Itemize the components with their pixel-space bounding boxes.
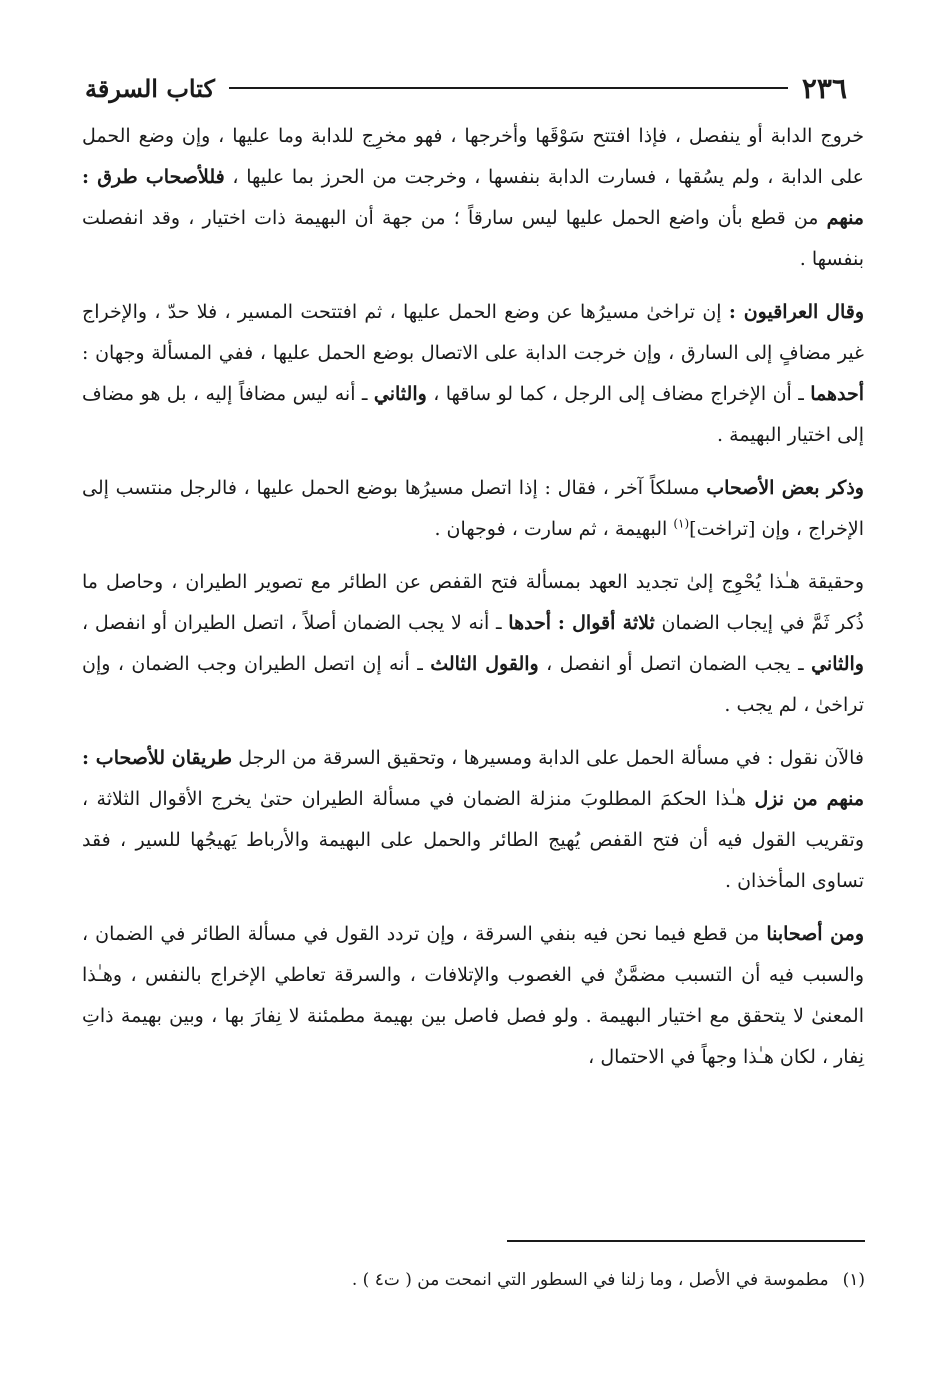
- paragraph: [82, 562, 864, 726]
- text-run: ـ أنه ليس مضافاً إليه ، بل هو مضاف إلى اختيار البهيمة .: [82, 383, 864, 446]
- bold-term: فللأصحاب طرق :: [82, 166, 225, 188]
- page-number: ٢٣٦: [801, 71, 847, 105]
- bold-term: والثاني: [373, 383, 427, 405]
- bold-term: أحدهما: [810, 383, 864, 405]
- footnote-separator: [507, 1240, 865, 1242]
- bold-term: منهم من نزل: [754, 788, 864, 810]
- footnote-number: (١): [842, 1270, 865, 1290]
- text-run: هـٰذا الحكمَ المطلوبَ منزلة الضمان في مسألة الطيران حتىٰ يخرج الأقوال الثلاثة ، وتقريب القول فيه أن فتح القفص يُهيج الطائر والحمل على البهيمة والأرباط يَهيجُها للسير ، فقد تساوى المأخذان .: [82, 788, 865, 892]
- paragraph: [82, 468, 864, 550]
- text-run: ـ أن الإخراج مضاف إلى الرجل ، كما لو ساقها ،: [426, 383, 811, 405]
- paragraph: [82, 914, 864, 1078]
- paragraph: [82, 738, 864, 902]
- paragraph: [82, 116, 864, 280]
- bold-term: طريقان للأصحاب :: [82, 747, 233, 769]
- book-title: كتاب السرقة: [85, 73, 215, 103]
- text-run: [551, 612, 558, 634]
- bold-term: والثاني: [811, 653, 864, 675]
- paragraph: [82, 292, 864, 456]
- text-run: إن تراخىٰ مسيرُها عن وضع الحمل عليها ، ثم افتتحت المسير ، فلا حدّ ، والإخراج غير مضافٍ إلى السارق ، وإن خرجت الدابة على الاتصال بوضع الحمل عليها ، ففي المسألة وجهان :: [82, 301, 864, 364]
- text-run: مسلكاً آخر ، فقال : إذا اتصل مسيرُها بوضع الحمل عليها ، فالرجل منتسب إلى الإخراج ، وإن [تراخت]: [82, 477, 864, 540]
- bold-term: وذكر بعض الأصحاب: [706, 477, 864, 499]
- footnote-marker: (١): [673, 516, 690, 531]
- text-run: وحقيقة هـٰذا يُحْوِج إلىٰ تجديد العهد بمسألة فتح القفص عن الطائر مع تصوير الطيران ، وحاصل ما ذُكر ثَمَّ في إيجاب الضمان: [82, 571, 864, 634]
- bold-term: منهم: [826, 207, 864, 229]
- footnote-text: مطموسة في الأصل ، وما زلنا في السطور التي انمحت من ( ت٤ ) .: [351, 1270, 829, 1290]
- bold-term: ومن أصحابنا: [766, 923, 864, 945]
- footnote: [95, 1265, 865, 1295]
- body-text: [82, 116, 864, 1090]
- text-run: خروج الدابة أو ينفصل ، فإذا افتتح سَوْقَها وأخرجها ، فهو مخرِج للدابة وما عليها ، وإن وضع الحمل على الدابة ، ولم يسُقها ، فسارت الدابة بنفسها ، وخرجت من الحرز بما عليها ،: [82, 125, 865, 188]
- bold-term: وقال العراقيون :: [728, 301, 864, 323]
- bold-term: ثلاثة أقوال :: [557, 612, 655, 634]
- text-run: ـ يجب الضمان اتصل أو انفصل ،: [538, 653, 812, 675]
- bold-term: والقول الثالث: [430, 653, 539, 675]
- bold-term: أحدها: [508, 612, 552, 634]
- text-run: ـ أنه لا يجب الضمان أصلاً ، اتصل الطيران أو انفصل ،: [82, 612, 509, 634]
- page-header: [85, 68, 847, 108]
- text-run: من قطع بأن واضع الحمل عليها ليس سارقاً ؛ من جهة أن البهيمة ذات اختيار ، وقد انفصلت بنفسها .: [82, 207, 864, 270]
- text-run: البهيمة ، ثم سارت ، فوجهان .: [434, 518, 674, 540]
- text-run: ـ أنه إن اتصل الطيران وجب الضمان ، وإن تراخىٰ ، لم يجب .: [82, 653, 864, 716]
- text-run: من قطع فيما نحن فيه بنفي السرقة ، وإن تردد القول في مسألة الطائر في الضمان ، والسبب فيه أن التسبب مضمَّنٌ في الغصوب والإتلافات ، والسرقة تعاطي الإخراج بالنفس ، وهـٰذا المعنىٰ لا يتحقق مع اختيار البهيمة . ولو فصل فاصل بين بهيمة مطمئنة لا نِفارَ بها ، وبين بهيمة ذاتِ نِفار ، لكان هـٰذا وجهاً في الاحتمال ،: [82, 923, 864, 1068]
- header-rule: [229, 87, 788, 89]
- text-run: فالآن نقول : في مسألة الحمل على الدابة ومسيرها ، وتحقيق السرقة من الرجل: [232, 747, 864, 769]
